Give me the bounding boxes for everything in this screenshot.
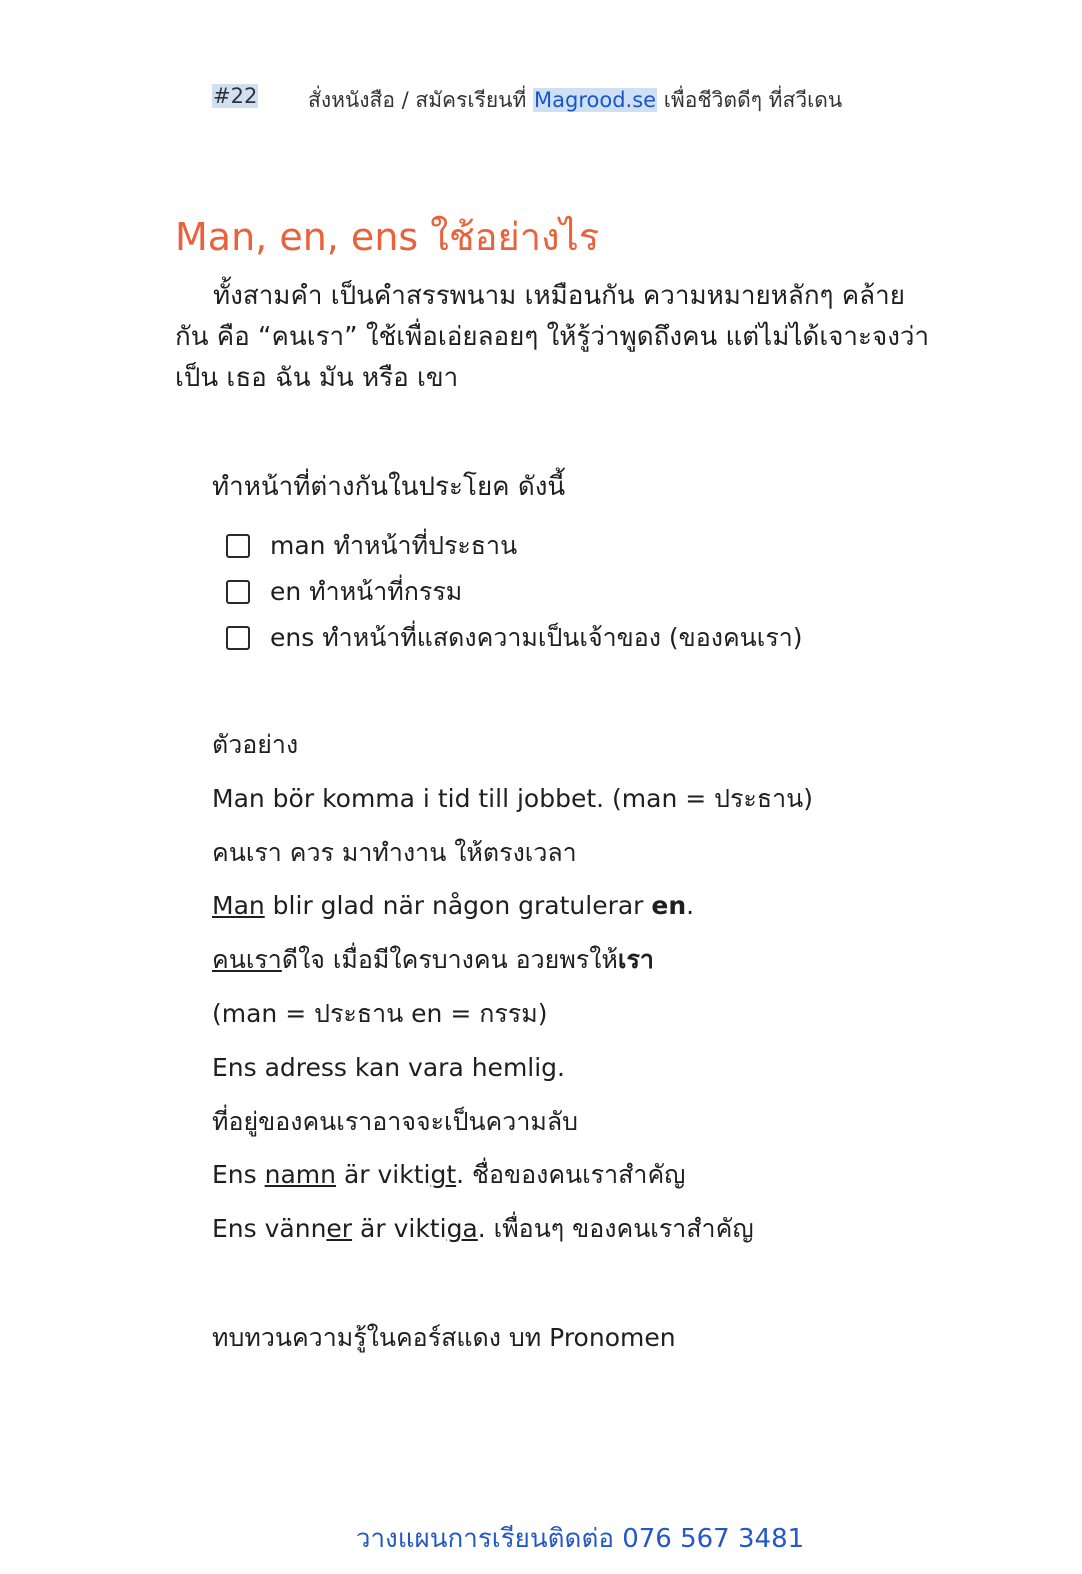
header-text — [308, 84, 842, 117]
checkbox[interactable] — [226, 534, 250, 558]
checklist-item — [226, 523, 803, 569]
functions-heading: ทำหน้าที่ต่างกันในประโยค ดังนี้ — [212, 472, 566, 502]
functions-checklist — [226, 523, 803, 661]
sentence-text: är vikti — [352, 1214, 447, 1244]
checklist-item — [226, 615, 803, 661]
example-sentence — [212, 884, 1032, 938]
examples-section — [212, 723, 1032, 1261]
underlined-ending: ga — [446, 1214, 478, 1244]
example-translation: ที่อยู่ของคนเราอาจจะเป็นความลับ — [212, 1106, 579, 1136]
example-sentence: Ens adress kan vara hemlig. — [212, 1052, 566, 1082]
checklist-item — [226, 569, 803, 615]
sentence-end: . — [686, 891, 695, 921]
underlined-word: namn — [264, 1160, 336, 1190]
website-link[interactable]: Magrood.se — [534, 88, 657, 112]
review-note: ทบทวนความรู้ในคอร์สแดง บท Pronomen — [212, 1323, 676, 1352]
intro-text: ทั้งสามคำ เป็นคำสรรพนาม เหมือนกัน ความหมายหลักๆ คล้ายกัน คือ “คนเรา” ใช้เพื่อเอ่ยลอยๆ ให้รู้ว่าพูดถึงคน แต่ไม่ได้เจาะจงว่าเป็น เธอ ฉัน มัน หรือ เขา — [175, 281, 930, 393]
contact-footer: วางแผนการเรียนติดต่อ 076 567 3481 — [355, 1524, 805, 1554]
page-header — [212, 84, 1012, 112]
header-text-after: เพื่อชีวิตดีๆ ที่สวีเดน — [657, 88, 843, 112]
example-translation — [212, 938, 1032, 992]
underlined-word: คนเรา — [212, 945, 282, 975]
page-title: Man, en, ens ใช้อย่างไร — [175, 215, 600, 259]
checkbox[interactable] — [226, 580, 250, 604]
underlined-ending: er — [326, 1214, 353, 1244]
sentence-text: . ชื่อของคนเราสำคัญ — [456, 1160, 686, 1190]
examples-heading: ตัวอย่าง — [212, 730, 299, 759]
example-sentence — [212, 1153, 1032, 1207]
example-translation: คนเรา ควร มาทำงาน ให้ตรงเวลา — [212, 837, 577, 867]
sentence-text: blir glad när någon gratulerar — [264, 891, 652, 921]
bold-word: เรา — [617, 945, 654, 975]
example-note: (man = ประธาน en = กรรม) — [212, 998, 548, 1028]
intro-paragraph — [175, 276, 935, 399]
checklist-item-label: en ทำหน้าที่กรรม — [270, 577, 463, 606]
header-text-before: สั่งหนังสือ / สมัครเรียนที่ — [308, 88, 534, 112]
checklist-item-label: ens ทำหน้าที่แสดงความเป็นเจ้าของ (ของคนเรา) — [270, 623, 803, 652]
example-sentence — [212, 1207, 1032, 1261]
example-sentence: Man bör komma i tid till jobbet. (man = ประธาน) — [212, 783, 814, 813]
bold-word: en — [651, 891, 687, 921]
page-number: #22 — [213, 84, 258, 108]
sentence-text: ดีใจ เมื่อมีใครบางคน อวยพรให้ — [281, 945, 618, 975]
underlined-ending: gt — [430, 1160, 457, 1190]
checklist-item-label: man ทำหน้าที่ประธาน — [270, 531, 518, 560]
sentence-text: är vikti — [336, 1160, 431, 1190]
underlined-word: Man — [212, 891, 265, 921]
sentence-text: Ens vänn — [212, 1214, 327, 1244]
sentence-text: . เพื่อนๆ ของคนเราสำคัญ — [477, 1214, 754, 1244]
sentence-text: Ens — [212, 1160, 265, 1190]
checkbox[interactable] — [226, 626, 250, 650]
